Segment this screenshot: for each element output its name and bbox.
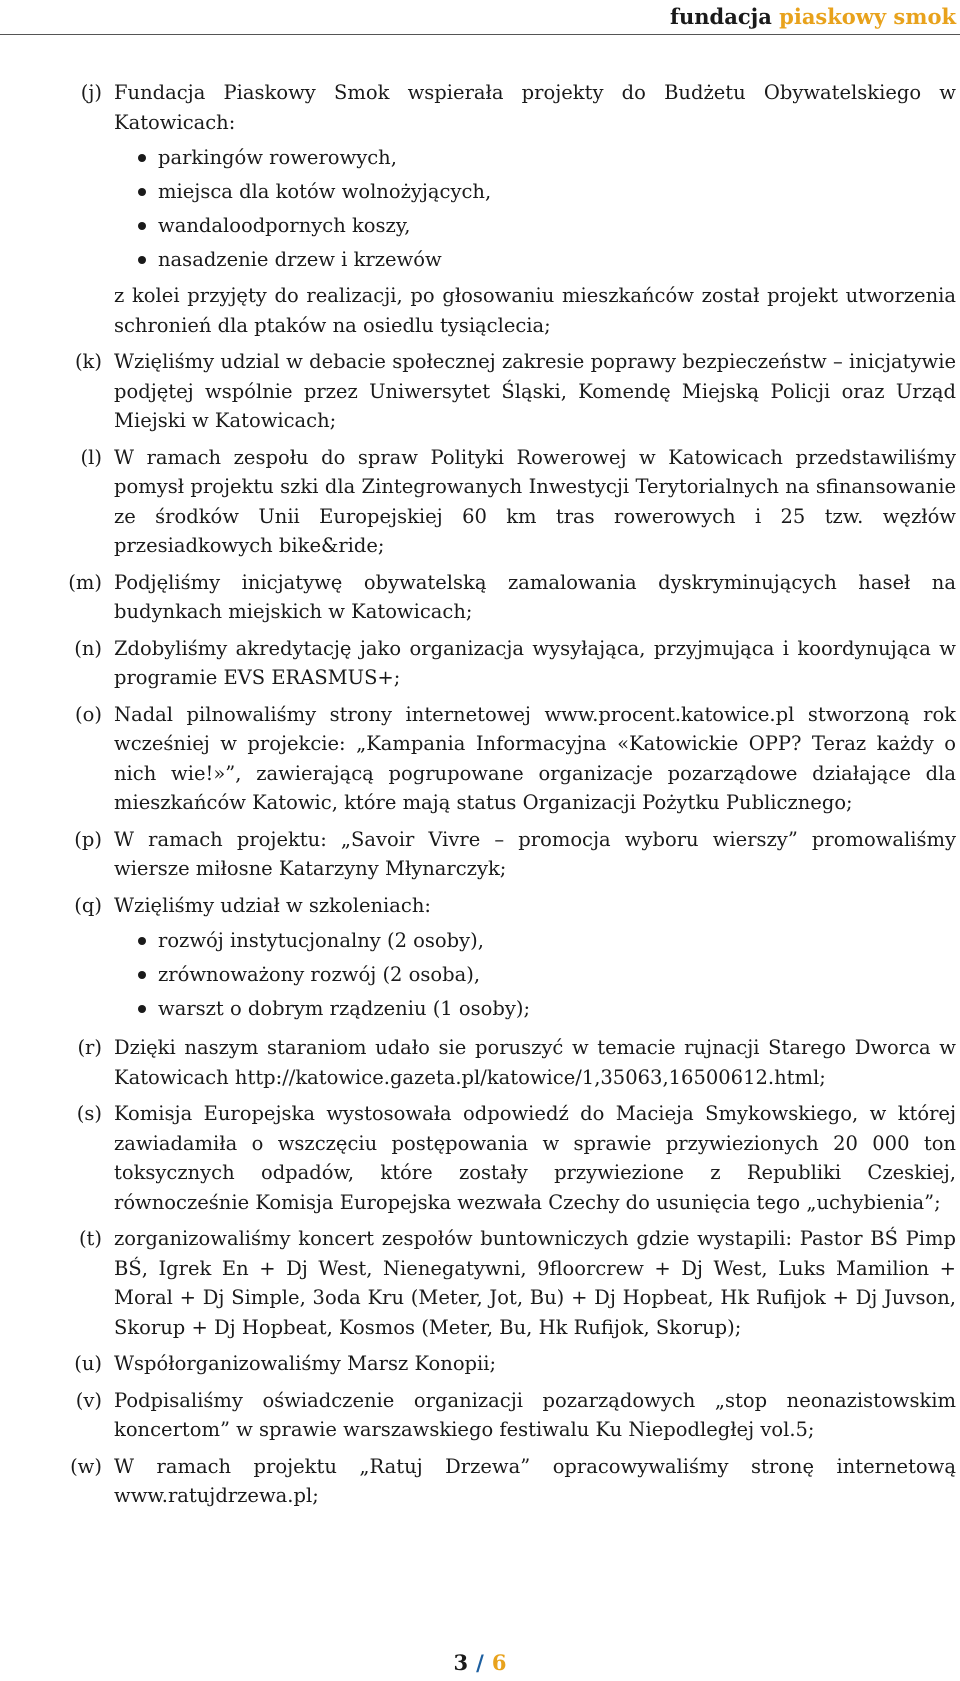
- bullet-icon: [138, 188, 146, 196]
- list-item: [0, 1386, 960, 1445]
- page-number-footer: [0, 1650, 960, 1675]
- item-text: Nadal pilnowaliśmy strony internetowej www.procent.katowice.pl stworzoną rok wcześniej w projekcie: „Kampania Informacyjna «Katowickie OPP? Teraz każdy o nich wie!»”, zawierającą pogrupowane organizacje pozarządowe działające dla mieszkańców Katowic, które mają status Organizacji Pożytku Publicznego;: [114, 702, 956, 814]
- item-text: zorganizowaliśmy koncert zespołów buntowniczych gdzie wystapili: Pastor BŚ Pimp BŚ, Igrek En + Dj West, Nienegatywni, 9floorcrew + Dj West, Luks Mamilion + Moral + Dj Simple, 3oda Kru (Meter, Jot, Bu) + Dj Hopbeat, Hk Rufijok + Dj Juvson, Skorup + Dj Hopbeat, Kosmos (Meter, Bu, Hk Rufijok, Skorup);: [114, 1227, 956, 1339]
- bullet-item: [138, 924, 956, 958]
- item-text: Podjęliśmy inicjatywę obywatelską zamalowania dyskryminujących haseł na budynkach miejskich w Katowicach;: [114, 570, 956, 623]
- list-item: [0, 78, 960, 340]
- bullet-text: parkingów rowerowych,: [158, 146, 397, 169]
- bullet-icon: [138, 937, 146, 945]
- item-label: (w): [70, 1454, 102, 1478]
- item-label: (k): [74, 350, 102, 373]
- item-label: (u): [74, 1352, 102, 1375]
- bullet-text: rozwój instytucjonalny (2 osoby),: [158, 929, 484, 952]
- item-label: (j): [80, 81, 102, 104]
- bullet-text: wandaloodpornych koszy,: [158, 214, 411, 237]
- item-label: (p): [74, 827, 102, 851]
- list-item: [0, 700, 960, 818]
- item-label: (v): [75, 1388, 102, 1412]
- item-text: Współorganizowaliśmy Marsz Konopii;: [114, 1352, 497, 1375]
- item-text: Podpisaliśmy oświadczenie organizacji pozarządowych „stop neonazistowskim koncertom” w sprawie warszawskiego festiwalu Ku Niepodległej vol.5;: [114, 1388, 956, 1441]
- bullet-icon: [138, 154, 146, 162]
- list-item: [0, 1224, 960, 1342]
- list-item: [0, 1033, 960, 1092]
- item-label: (m): [68, 570, 102, 594]
- brand-part-1: fundacja: [669, 4, 772, 29]
- brand-logo: [670, 4, 956, 29]
- item-label: (q): [74, 893, 102, 917]
- item-label: (o): [75, 702, 102, 726]
- list-item: [0, 825, 960, 884]
- item-text: W ramach projektu: „Savoir Vivre – promocja wyboru wierszy” promowaliśmy wiersze miłosne Katarzyny Młynarczyk;: [114, 827, 956, 880]
- document-body: [0, 78, 960, 1518]
- list-item: [0, 568, 960, 627]
- item-label: (l): [80, 445, 102, 469]
- item-text: W ramach projektu „Ratuj Drzewa” opracowywaliśmy stronę internetową www.ratujdrzewa.pl;: [114, 1454, 956, 1507]
- bullet-icon: [138, 256, 146, 264]
- item-text: Dzięki naszym staraniom udało sie poruszyć w temacie rujnacji Starego Dworca w Katowicach http://katowice.gazeta.pl/katowice/1,35063,16500612.html;: [114, 1036, 956, 1089]
- item-label: (t): [78, 1227, 102, 1250]
- bullet-item: [138, 175, 956, 209]
- current-page-number: 3: [453, 1650, 469, 1675]
- page-separator: /: [476, 1650, 484, 1675]
- item-label: (s): [76, 1102, 102, 1125]
- item-continuation-text: z kolei przyjęty do realizacji, po głosowaniu mieszkańców został projekt utworzenia schronień dla ptaków na osiedlu tysiąclecia;: [114, 284, 956, 337]
- bullet-list: [138, 924, 956, 1026]
- bullet-item: [138, 243, 956, 277]
- list-item: [0, 443, 960, 561]
- item-label: (n): [74, 636, 102, 660]
- item-text: Komisja Europejska wystosowała odpowiedź do Macieja Smykowskiego, w której zawiadamiła o wszczęciu postępowania w sprawie przywiezionych 20 000 ton toksycznych odpadów, które zostały przywiezione z Republiki Czeskiej, równocześnie Komisja Europejska wezwała Czechy do usunięcia tego „uchybienia”;: [114, 1102, 956, 1214]
- brand-part-2: piaskowy smok: [779, 4, 956, 29]
- bullet-icon: [138, 222, 146, 230]
- item-text: Fundacja Piaskowy Smok wspierała projekty do Budżetu Obywatelskiego w Katowicach:: [114, 81, 956, 134]
- bullet-item: [138, 141, 956, 175]
- list-item: [0, 347, 960, 436]
- total-pages-number: 6: [491, 1650, 507, 1675]
- list-item: [0, 1349, 960, 1379]
- bullet-text: warszt o dobrym rządzeniu (1 osoby);: [158, 997, 531, 1020]
- bullet-item: [138, 958, 956, 992]
- list-item: [0, 1099, 960, 1217]
- page-header: [0, 0, 960, 35]
- bullet-text: miejsca dla kotów wolnożyjących,: [158, 180, 492, 203]
- item-text: Zdobyliśmy akredytację jako organizacja wysyłająca, przyjmująca i koordynująca w programie EVS ERASMUS+;: [114, 636, 956, 689]
- bullet-text: nasadzenie drzew i krzewów: [158, 248, 442, 271]
- list-item: [0, 634, 960, 693]
- bullet-item: [138, 209, 956, 243]
- item-text: Wzięliśmy udział w szkoleniach:: [114, 893, 431, 917]
- bullet-item: [138, 992, 956, 1026]
- bullet-list: [138, 141, 956, 277]
- item-text: Wzięliśmy udzial w debacie społecznej zakresie poprawy bezpieczeństw – inicjatywie podjętej wspólnie przez Uniwersytet Śląski, Komendę Miejską Policji oraz Urząd Miejski w Katowicach;: [114, 350, 956, 432]
- bullet-icon: [138, 1005, 146, 1013]
- bullet-icon: [138, 971, 146, 979]
- list-item: [0, 1452, 960, 1511]
- list-item: [0, 891, 960, 1027]
- bullet-text: zrównoważony rozwój (2 osoba),: [158, 963, 481, 986]
- item-text: W ramach zespołu do spraw Polityki Rowerowej w Katowicach przedstawiliśmy pomysł projektu szki dla Zintegrowanych Inwestycji Terytorialnych na sfinansowanie ze środków Unii Europejskiej 60 km tras rowerowych i 25 tzw. węzłów przesiadkowych bike&ride;: [114, 445, 956, 557]
- item-label: (r): [77, 1036, 102, 1059]
